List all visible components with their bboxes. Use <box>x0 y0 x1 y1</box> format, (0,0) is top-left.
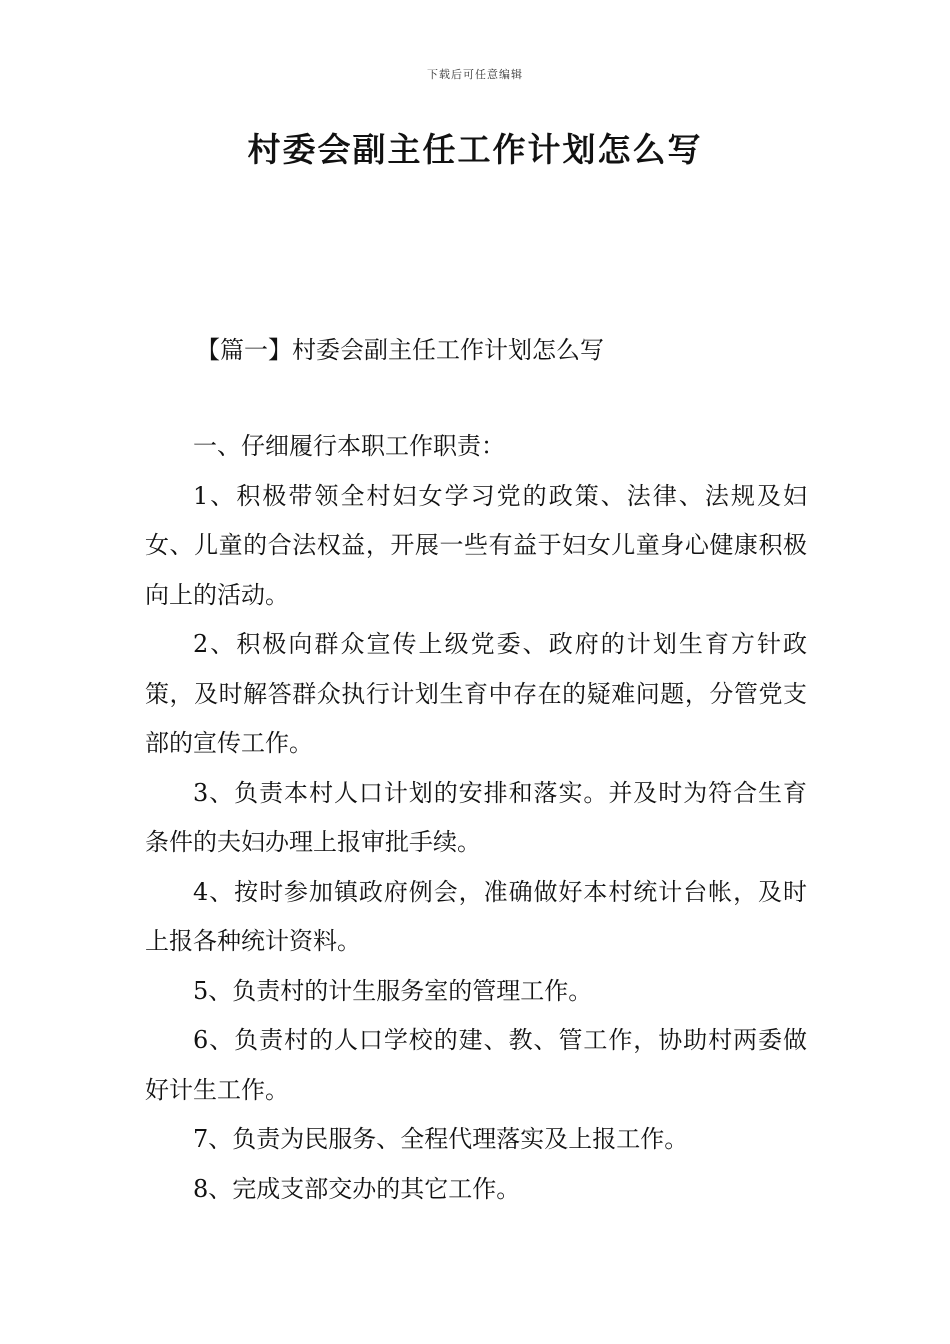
paragraph-item-1: 1、积极带领全村妇女学习党的政策、法律、法规及妇女、儿童的合法权益，开展一些有益于妇女儿童身心健康积极向上的活动。 <box>145 481 807 609</box>
paragraph-item-4: 4、按时参加镇政府例会，准确做好本村统计台帐，及时上报各种统计资料。 <box>145 877 807 955</box>
header-note: 下载后可任意编辑 <box>427 68 523 81</box>
paragraph-item-5: 5、负责村的计生服务室的管理工作。 <box>193 976 593 1005</box>
paragraph-item-3: 3、负责本村人口计划的安排和落实。并及时为符合生育条件的夫妇办理上报审批手续。 <box>145 778 807 856</box>
paragraph-item-7: 7、负责为民服务、全程代理落实及上报工作。 <box>193 1125 689 1153</box>
document-body <box>145 422 807 1214</box>
document-title: 村委会副主任工作计划怎么写 <box>247 130 703 169</box>
paragraph-item-2: 2、积极向群众宣传上级党委、政府的计划生育方针政策，及时解答群众执行计划生育中存在的疑难问题，分管党支部的宣传工作。 <box>145 630 807 757</box>
section-heading: 【篇一】村委会副主任工作计划怎么写 <box>196 336 604 364</box>
paragraph-item-6: 6、负责村的人口学校的建、教、管工作，协助村两委做好计生工作。 <box>145 1026 807 1104</box>
paragraph-item-8: 8、完成支部交办的其它工作。 <box>193 1174 521 1203</box>
paragraph-duty-heading: 一、仔细履行本职工作职责： <box>193 432 505 460</box>
